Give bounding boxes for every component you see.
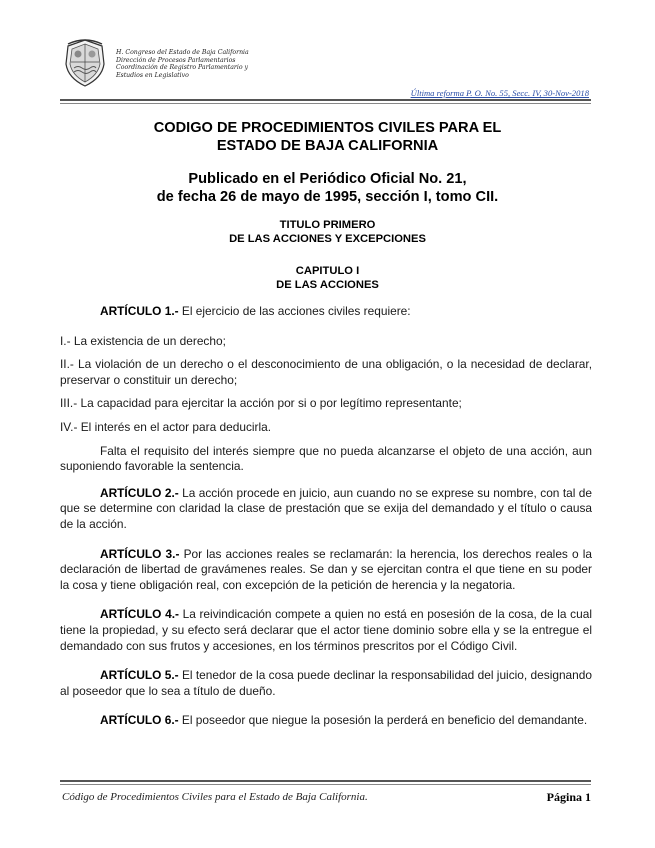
article-text: La reivindicación compete a quien no está en posesión de la cosa, de la cual tiene la propiedad, y su efecto será declarar que el actor tiene dominio sobre ella y se la entregue el demandado con sus frutos y accesiones, en los términos prescritos por el Código Civil. [60,607,592,653]
article-text: Por las acciones reales se reclamarán: la herencia, los derechos reales o la declaración de libertad de gravámenes reales. Se dan y se ejercitan contra el que tiene en su poder la cosa y tiene obligación real, con excepción de la petición de herencia y la negatoria. [60,546,593,592]
article-label: ARTÍCULO 4.- [100,607,179,622]
institution-block [116,49,249,79]
article-5 [60,668,592,699]
last-reform-link[interactable]: Última reforma P. O. No. 55, Secc. IV, 30-Nov-2018 [410,88,589,98]
code-title-line: ESTADO DE BAJA CALIFORNIA [216,138,439,154]
publication-line: de fecha 26 de mayo de 1995, sección I, tomo CII. [156,189,499,205]
institution-line: Dirección de Procesos Parlamentarios [116,56,236,64]
article-label: ARTÍCULO 1.- [100,304,179,318]
article-label: ARTÍCULO 6.- [100,713,179,728]
article-text: La acción procede en juicio, aun cuando no se exprese su nombre, con tal de que se determine con claridad la clase de prestación que se exija del demandado y el título o causa de la acción. [60,485,593,531]
header-rule-thin [60,103,591,104]
publication-line: Publicado en el Periódico Oficial No. 21, [188,171,467,187]
capitulo-line: DE LAS ACCIONES [276,279,379,291]
article-1-closing: Falta el requisito del interés siempre que no pueda alcanzarse el objeto de una acción, aun suponiendo favorable la sentencia. [60,443,592,474]
article-label: ARTÍCULO 5.- [100,668,179,683]
article-1-item: I.- La existencia de un derecho; [60,333,226,348]
institution-line: Estudios en Legislativo [116,71,189,79]
article-1-item: II.- La violación de un derecho o el desconocimiento de una obligación, o la necesidad de declarar, preservar o constituir un derecho; [60,357,592,387]
article-1-item: IV.- El interés en el actor para deducirla. [60,419,272,434]
article-text: El poseedor que niegue la posesión la perderá en beneficio del demandante. [178,713,588,728]
article-text: El ejercicio de las acciones civiles requiere: [178,304,411,318]
footer-rule [60,780,591,782]
article-label: ARTÍCULO 3.- [100,546,180,561]
header-rule [60,99,591,101]
article-6 [60,713,592,729]
article-4 [60,607,592,654]
article-2 [60,486,592,533]
capitulo-heading [60,264,595,292]
capitulo-line: CAPITULO I [295,265,360,277]
code-title [60,119,595,155]
titulo-line: TITULO PRIMERO [279,219,376,231]
institution-line: H. Congreso del Estado de Baja California [116,49,249,56]
footer-rule-thin [60,784,591,785]
page-number: Página 1 [546,790,591,804]
institution-line: Coordinación de Registro Parlamentario y [116,64,249,72]
article-text: El tenedor de la cosa puede declinar la responsabilidad del juicio, designando al poseedor que lo sea a título de dueño. [60,668,593,698]
titulo-line: DE LAS ACCIONES Y EXCEPCIONES [229,233,426,245]
article-1 [60,304,592,320]
article-label: ARTÍCULO 2.- [100,485,179,500]
code-title-line: CODIGO DE PROCEDIMIENTOS CIVILES PARA EL [153,120,502,136]
document-body [60,304,592,729]
footer-title: Código de Procedimientos Civiles para el Estado de Baja California. [62,791,368,803]
article-1-item: III.- La capacidad para ejercitar la acción por si o por legítimo representante; [60,396,462,411]
titulo-heading [60,218,595,246]
article-3 [60,547,592,594]
publication-heading [60,170,595,206]
state-seal-icon [62,38,108,88]
